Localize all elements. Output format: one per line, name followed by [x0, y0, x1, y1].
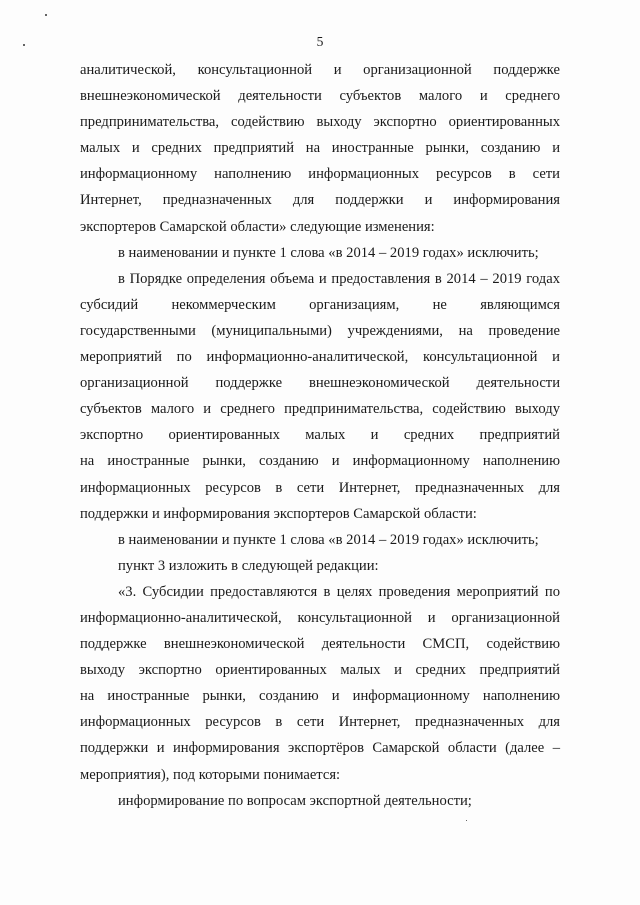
- text-line: информирование по вопросам экспортной деятельности;: [118, 792, 472, 809]
- text-line: малых и средних предприятий на иностранные рынки, созданию и: [80, 140, 560, 157]
- text-line: экспортно ориентированных малых и средних предприятий: [80, 427, 560, 444]
- document-body: [80, 57, 560, 814]
- scan-speck: [45, 14, 47, 16]
- text-line: на иностранные рынки, созданию и информационному наполнению: [80, 688, 560, 705]
- text-line: информационно-аналитической, консультационной и организационной: [80, 609, 560, 626]
- text-line: пункт 3 изложить в следующей редакции:: [118, 557, 379, 574]
- text-line: в наименовании и пункте 1 слова «в 2014 – 2019 годах» исключить;: [118, 531, 539, 548]
- text-line: Интернет, предназначенных для поддержки и информирования: [80, 192, 560, 209]
- text-line: поддержки и информирования экспортёров Самарской области (далее –: [80, 740, 560, 757]
- text-line: внешнеэкономической деятельности субъектов малого и среднего: [80, 88, 560, 105]
- scan-speck: [466, 820, 467, 821]
- text-line: в наименовании и пункте 1 слова «в 2014 – 2019 годах» исключить;: [118, 244, 539, 261]
- text-line: информационному наполнению информационных ресурсов в сети: [80, 166, 560, 183]
- text-line: экспортеров Самарской области» следующие изменения:: [80, 218, 435, 235]
- text-line: поддержки и информирования экспортеров Самарской области:: [80, 505, 477, 522]
- page-number: 5: [316, 34, 324, 49]
- text-line: выходу экспортно ориентированных малых и средних предприятий: [80, 662, 560, 679]
- text-line: «3. Субсидии предоставляются в целях проведения мероприятий по: [118, 583, 560, 600]
- text-line: предпринимательства, содействию выходу экспортно ориентированных: [80, 114, 560, 131]
- text-line: аналитической, консультационной и организационной поддержке: [80, 62, 560, 78]
- text-line: поддержке внешнеэкономической деятельности СМСП, содействию: [80, 636, 560, 653]
- text-line: информационных ресурсов в сети Интернет, предназначенных для: [80, 479, 560, 496]
- text-line: организационной поддержке внешнеэкономической деятельности: [80, 375, 560, 392]
- text-line: субъектов малого и среднего предпринимательства, содействию выходу: [80, 401, 560, 418]
- text-line: мероприятий по информационно-аналитической, консультационной и: [80, 349, 560, 366]
- text-line: на иностранные рынки, созданию и информационному наполнению: [80, 453, 560, 470]
- text-line: в Порядке определения объема и предоставления в 2014 – 2019 годах: [118, 270, 560, 287]
- text-line: субсидий некоммерческим организациям, не являющимся: [80, 296, 560, 313]
- text-line: мероприятия), под которыми понимается:: [80, 766, 341, 783]
- text-line: информационных ресурсов в сети Интернет, предназначенных для: [80, 714, 560, 731]
- text-line: государственными (муниципальными) учреждениями, на проведение: [80, 322, 560, 339]
